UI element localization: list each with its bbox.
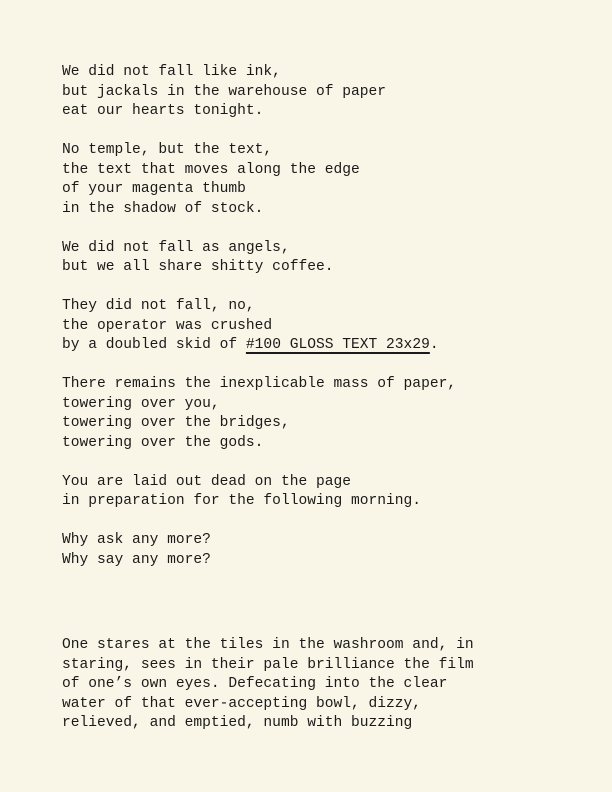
poem-line: in preparation for the following morning. — [62, 493, 422, 509]
stanza-3 — [62, 239, 582, 278]
stanza-6 — [62, 473, 582, 512]
poem-line: but jackals in the warehouse of paper — [62, 83, 387, 100]
poem-line: Why say any more? — [62, 551, 211, 568]
poem-line-prefix: by a doubled skid of — [62, 337, 246, 353]
poem-line: the operator was crushed — [62, 317, 273, 334]
stanza-4 — [62, 297, 582, 356]
stanza-2 — [62, 141, 582, 219]
poem-line: We did not fall as angels, — [62, 239, 290, 256]
poem-line: You are laid out dead on the page — [62, 473, 352, 490]
poem-line: towering over the bridges, — [62, 415, 290, 431]
prose-line: relieved, and emptied, numb with buzzing — [62, 715, 413, 731]
prose-line: staring, sees in their pale brilliance the film — [62, 656, 474, 673]
poem-line: No temple, but the text, — [62, 142, 273, 158]
poem-line: We did not fall like ink, — [62, 64, 281, 80]
stanza-5 — [62, 375, 582, 453]
prose-line: One stares at the tiles in the washroom and, in — [62, 637, 474, 653]
poem-line: but we all share shitty coffee. — [62, 259, 334, 275]
poem — [62, 63, 582, 590]
poem-line-with-underline — [62, 336, 582, 356]
poem-line: of your magenta thumb — [62, 181, 246, 197]
stanza-7 — [62, 531, 582, 570]
prose-paragraph — [62, 636, 582, 734]
poem-line: They did not fall, no, — [62, 298, 255, 314]
poem-line: There remains the inexplicable mass of paper, — [62, 376, 457, 392]
poem-line: the text that moves along the edge — [62, 161, 360, 178]
poem-line: towering over the gods. — [62, 434, 264, 451]
stanza-1 — [62, 63, 582, 122]
prose-line: water of that ever-accepting bowl, dizzy, — [62, 695, 422, 712]
underlined-stock-spec: #100 GLOSS TEXT 23x29 — [245, 337, 430, 353]
poem-line: Why ask any more? — [62, 532, 211, 548]
poem-line: towering over you, — [62, 395, 220, 412]
poem-line: eat our hearts tonight. — [62, 103, 264, 119]
poem-line: in the shadow of stock. — [62, 200, 264, 217]
prose-line: of one’s own eyes. Defecating into the clear — [62, 676, 448, 692]
poem-line-suffix: . — [429, 337, 439, 353]
